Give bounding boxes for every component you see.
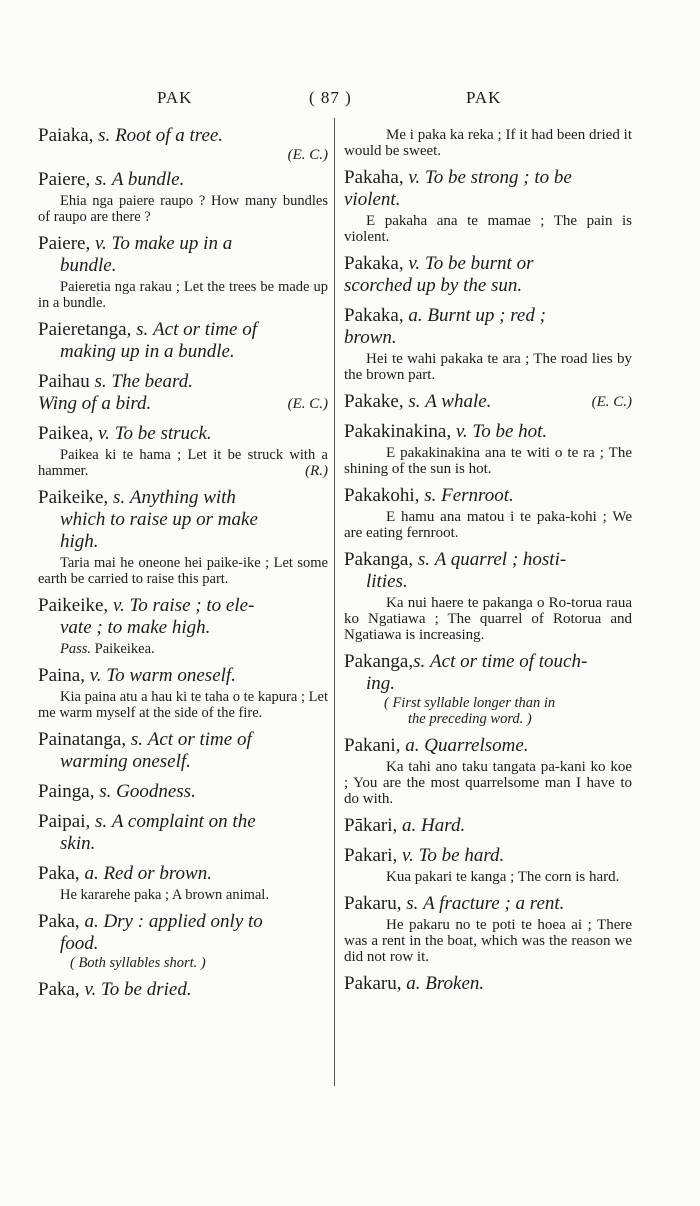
- example: He kararehe paka ; A brown animal.: [60, 887, 269, 903]
- dictionary-entry: [38, 423, 328, 479]
- part-of-speech: a.: [84, 911, 99, 932]
- definition-continued: lities.: [366, 571, 408, 592]
- definition: A fracture ; a rent.: [423, 893, 565, 914]
- dictionary-entry: [344, 973, 632, 995]
- headword: Pakanga,: [344, 651, 414, 672]
- example: Ehia nga paiere raupo ? How many bundles of raupo are there ?: [38, 193, 328, 225]
- part-of-speech: a.: [408, 305, 423, 326]
- part-of-speech: s.: [112, 487, 126, 508]
- dictionary-entry: [38, 169, 328, 225]
- example: Hei te wahi pakaka te ara ; The road lies by the brown part.: [344, 351, 632, 383]
- source-ref: (R.): [305, 463, 328, 479]
- part-of-speech: a.: [402, 815, 417, 836]
- example: Ka tahi ano taku tangata pa-kani ko koe ; You are the most quarrelsome man I have to do with.: [344, 759, 632, 807]
- headword: Paiere,: [38, 233, 91, 254]
- headword: Pakari,: [344, 845, 398, 866]
- dictionary-entry: [344, 167, 632, 245]
- headword: Painga,: [38, 781, 95, 802]
- definition: A whale.: [425, 391, 492, 412]
- headword: Paka,: [38, 979, 80, 1000]
- headword: Paieretanga,: [38, 319, 132, 340]
- part-of-speech: s.: [417, 549, 431, 570]
- dictionary-entry: [38, 487, 328, 587]
- headword: Paiere,: [38, 169, 91, 190]
- part-of-speech: v.: [455, 421, 468, 442]
- headword: Paiaka,: [38, 125, 94, 146]
- dictionary-entry-continued: [344, 127, 632, 159]
- part-of-speech: v.: [89, 665, 102, 686]
- example: Paieretia nga rakau ; Let the trees be made up in a bundle.: [38, 279, 328, 311]
- source-ref: (E. C.): [287, 147, 328, 163]
- header-left: PAK: [157, 88, 193, 107]
- headword: Paikeike,: [38, 487, 109, 508]
- definition: The beard.: [111, 371, 193, 392]
- definition: Fernroot.: [441, 485, 514, 506]
- usage-note: ( Both syllables short. ): [70, 955, 206, 971]
- dictionary-entry: [344, 305, 632, 383]
- dictionary-entry: [344, 253, 632, 297]
- dictionary-entry: [38, 595, 328, 657]
- dictionary-entry: [38, 811, 328, 855]
- definition: To be hot.: [472, 421, 548, 442]
- dictionary-entry: [38, 911, 328, 971]
- definition: Red or brown.: [103, 863, 212, 884]
- passive-label: Pass.: [60, 641, 92, 657]
- dictionary-entry: [38, 729, 328, 773]
- page-number: ( 87 ): [309, 88, 352, 107]
- headword: Pakaha,: [344, 167, 404, 188]
- definition: To raise ; to ele-: [129, 595, 255, 616]
- dictionary-entry: [38, 979, 328, 1001]
- dictionary-entry: [344, 735, 632, 807]
- part-of-speech: v.: [112, 595, 125, 616]
- part-of-speech: v.: [98, 423, 110, 444]
- headword: Paka,: [38, 911, 80, 932]
- definition: Broken.: [425, 973, 485, 994]
- headword: Paipai,: [38, 811, 91, 832]
- definition: Hard.: [421, 815, 466, 836]
- example: E pakakinakina ana te witi o te ra ; The shining of the sun is hot.: [344, 445, 632, 477]
- definition: Act or time of: [147, 729, 252, 750]
- headword: Pakaka,: [344, 253, 404, 274]
- example: Kia paina atu a hau ki te taha o te kapura ; Let me warm myself at the side of the fire.: [38, 689, 328, 721]
- dictionary-entry: [38, 233, 328, 311]
- definition-continued: warming oneself.: [60, 751, 191, 772]
- definition: To be hard.: [418, 845, 505, 866]
- part-of-speech: a.: [405, 735, 420, 756]
- dictionary-entry: [344, 549, 632, 643]
- part-of-speech: s.: [94, 371, 107, 392]
- definition: Burnt up ; red ;: [427, 305, 546, 326]
- headword: Pākari,: [344, 815, 398, 836]
- definition: A complaint on the: [111, 811, 256, 832]
- part-of-speech: v.: [94, 233, 107, 254]
- definition-continued: ing.: [366, 673, 396, 694]
- part-of-speech: v.: [408, 253, 421, 274]
- definition: Goodness.: [116, 781, 196, 802]
- source-ref: (E. C.): [287, 396, 328, 412]
- part-of-speech: s.: [413, 651, 426, 672]
- part-of-speech: a.: [84, 863, 99, 884]
- part-of-speech: s.: [98, 125, 111, 146]
- definition-continued: vate ; to make high.: [60, 617, 211, 638]
- example: He pakaru no te poti te hoea ai ; There was a rent in the boat, which was the reason we did not row it.: [344, 917, 632, 965]
- definition-continued: scorched up by the sun.: [344, 275, 523, 296]
- definition: To be dried.: [100, 979, 192, 1000]
- definition: To be struck.: [114, 423, 212, 444]
- headword: Pakakohi,: [344, 485, 420, 506]
- definition: To warm oneself.: [106, 665, 236, 686]
- example: Taria mai he oneone hei paike-ike ; Let some earth be carried to raise this part.: [38, 555, 328, 587]
- definition-secondary: Wing of a bird.: [38, 393, 152, 414]
- dictionary-entry: [344, 421, 632, 477]
- part-of-speech: v.: [402, 845, 414, 866]
- headword: Pakaka,: [344, 305, 404, 326]
- dictionary-entry: [38, 371, 328, 415]
- part-of-speech: s.: [94, 169, 108, 190]
- definition: Act or time of: [153, 319, 257, 340]
- dictionary-entry: [38, 125, 328, 165]
- definition: Act or time of touch-: [430, 651, 588, 672]
- example: Paikea ki te hama ; Let it be struck with a hammer.: [38, 447, 328, 479]
- definition-continued: brown.: [344, 327, 397, 348]
- definition: A bundle.: [111, 169, 185, 190]
- part-of-speech: s.: [99, 781, 112, 802]
- definition-continued: bundle.: [60, 255, 117, 276]
- dictionary-entry: [344, 845, 632, 885]
- dictionary-entry: [38, 319, 328, 363]
- part-of-speech: s.: [408, 391, 421, 412]
- usage-note-continued: the preceding word. ): [408, 711, 532, 727]
- definition: Dry : applied only to: [103, 911, 263, 932]
- dictionary-entry: [38, 781, 328, 803]
- part-of-speech: s.: [424, 485, 437, 506]
- part-of-speech: s.: [406, 893, 419, 914]
- headword: Paka,: [38, 863, 80, 884]
- source-ref: (E. C.): [591, 394, 632, 410]
- column-divider: [334, 118, 335, 1086]
- example: Kua pakari te kanga ; The corn is hard.: [386, 869, 620, 885]
- example: E hamu ana matou i te paka-kohi ; We are eating fernroot.: [344, 509, 632, 541]
- definition-continued: which to raise up or make: [60, 509, 258, 530]
- definition: To make up in a: [111, 233, 233, 254]
- left-column: [38, 125, 328, 1009]
- example: Ka nui haere te pakanga o Ro-torua raua ko Ngatiawa ; The quarrel of Rotorua and Ngatiawa is increasing.: [344, 595, 632, 643]
- dictionary-entry: [344, 651, 632, 727]
- part-of-speech: v.: [84, 979, 97, 1000]
- definition: Quarrelsome.: [424, 735, 529, 756]
- definition: To be burnt or: [424, 253, 534, 274]
- running-header: [0, 88, 700, 112]
- dictionary-entry: [38, 665, 328, 721]
- headword: Pakakinakina,: [344, 421, 452, 442]
- definition: Root of a tree.: [115, 125, 224, 146]
- definition-continued: food.: [60, 933, 99, 954]
- headword: Pakaru,: [344, 973, 402, 994]
- definition: To be strong ; to be: [424, 167, 572, 188]
- definition-continued: making up in a bundle.: [60, 341, 235, 362]
- header-right: PAK: [466, 88, 502, 107]
- dictionary-entry: [344, 485, 632, 541]
- definition: A quarrel ; hosti-: [434, 549, 567, 570]
- headword: Pakake,: [344, 391, 404, 412]
- usage-note: ( First syllable longer than in: [384, 695, 556, 711]
- headword: Paihau: [38, 371, 90, 392]
- headword: Pakanga,: [344, 549, 414, 570]
- headword: Paikea,: [38, 423, 94, 444]
- definition-continued: skin.: [60, 833, 96, 854]
- right-column: [344, 125, 632, 1003]
- part-of-speech: v.: [408, 167, 421, 188]
- example: E pakaha ana te mamae ; The pain is violent.: [344, 213, 632, 245]
- definition-continued: high.: [60, 531, 99, 552]
- headword: Paikeike,: [38, 595, 109, 616]
- dictionary-entry: [344, 391, 632, 413]
- definition: Anything with: [129, 487, 236, 508]
- headword: Painatanga,: [38, 729, 127, 750]
- headword: Pakaru,: [344, 893, 402, 914]
- part-of-speech: s.: [130, 729, 144, 750]
- headword: Pakani,: [344, 735, 401, 756]
- example: Me i paka ka reka ; If it had been dried it would be sweet.: [344, 127, 632, 159]
- dictionary-entry: [38, 863, 328, 903]
- headword: Paina,: [38, 665, 85, 686]
- part-of-speech: s.: [95, 811, 108, 832]
- part-of-speech: a.: [406, 973, 421, 994]
- dictionary-entry: [344, 815, 632, 837]
- definition-continued: violent.: [344, 189, 401, 210]
- dictionary-entry: [344, 893, 632, 965]
- part-of-speech: s.: [136, 319, 149, 340]
- passive-form: Paikeikea.: [94, 641, 155, 657]
